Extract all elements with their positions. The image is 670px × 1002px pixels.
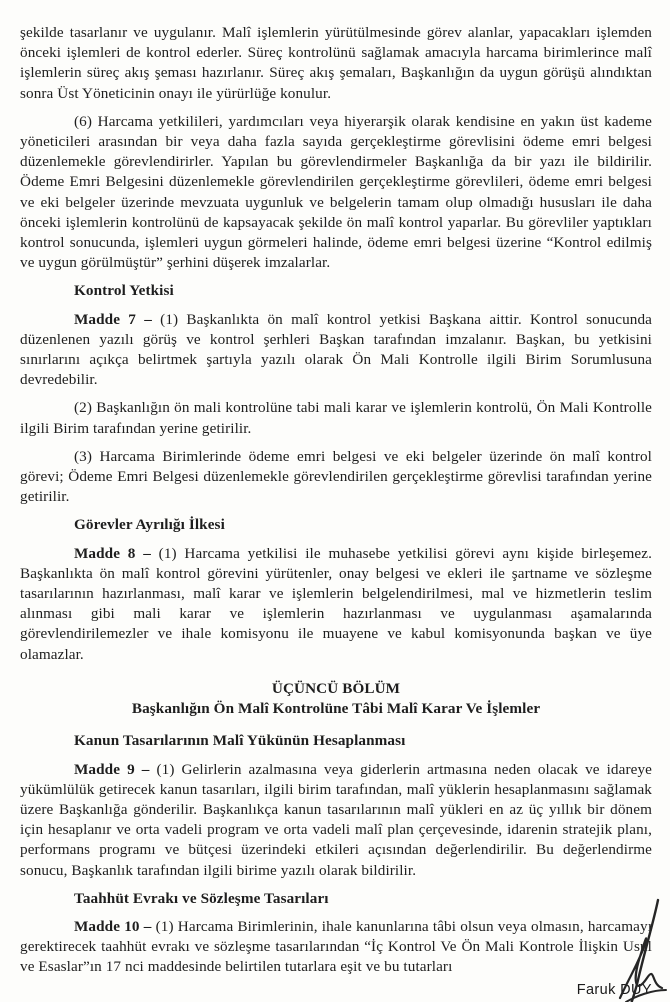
- section-title-line: Başkanlığın Ön Malî Kontrolüne Tâbi Malî Karar Ve İşlemler: [131, 700, 541, 718]
- document-body: [20, 23, 652, 986]
- paragraph-madde-8-1: Madde 8 – (1) Harcama yetkilisi ile muhasebe yetkilisi görevi aynı kişide birleşemez. Başkanlıkta ön malî kontrol görevini yürütenler, onay belgesi ve ekleri ile şartname ve sözleşme tasarılarının hazırlanması, malî karar ve işlemlerin belgelendirilmesi, mal ve hizmetlerin teslim alınması gibi mali karar ve işlemlerin hazırlanması ve uygulanması aşamalarında görevlendirilemezler ve ihale komisyonu ile muayene ve kabul komisyonunda başkan ve üye olamazlar.: [20, 544, 652, 663]
- paragraph-madde-10-1: Madde 10 – (1) Harcama Birimlerinin, ihale kanunlarına tâbi olsun veya olmasın, harcamayı gerektirecek taahhüt evrakı ve sözleşme tasarılarından “İç Kontrol Ve Ön Mali Kontrole İlişkin Usul ve Esaslar”ın 17 nci maddesinde belirtilen tutarlara eşit ve bu tutarları: [20, 917, 653, 976]
- heading-taahhut-evraki: Taahhüt Evrakı ve Sözleşme Tasarıları: [74, 889, 329, 907]
- madde-lead: Madde 10 –: [74, 917, 152, 935]
- paragraph-fikra-6: (6) Harcama yetkilileri, yardımcıları veya hiyerarşik olarak kendisine en yakın üst kademe yöneticileri arasından bir veya daha fazla sayıda gerçekleştirme görevlisini ödeme emri belgesi düzenlemekle görevlendirirler. Yapılan bu görevlendirmeler Başkanlığa da bir yazı ile bildirilir. Ödeme Emri Belgesini düzenlemekle görevlendirilen gerçekleştirme görevlileri, ödeme emri belgesi ve eki belgeler üzerinde mevzuata uygunluk ve belgelerin tamam olup olmadığı hususları ile daha önceki işlemlerin kontrolünü de kapsayacak şekilde ön malî kontrol yaparlar. Bu görevliler yaptıkları kontrol sonucunda, işlemleri uygun görmeleri halinde, ödeme emri belgesi üzerine “Kontrol edilmiş ve uygun görülmüştür” şerhini düşerek imzalarlar.: [20, 112, 652, 272]
- madde-lead: Madde 7 –: [74, 310, 152, 328]
- section-title-ucuncu-bolum: [20, 679, 652, 719]
- paragraph-madde-7-2: (2) Başkanlığın ön mali kontrolüne tabi mali karar ve işlemlerin kontrolü, Ön Mali Kontrolle ilgili Birim tarafından yerine getirilir.: [20, 399, 652, 437]
- heading-gorevler-ayriligi-ilkesi: Görevler Ayrılığı İlkesi: [74, 516, 225, 534]
- heading-kontrol-yetkisi: Kontrol Yetkisi: [74, 282, 174, 300]
- signature-scribble-icon: [612, 898, 670, 1002]
- paragraph-madde-9-1: Madde 9 – (1) Gelirlerin azalmasına veya giderlerin artmasına neden olacak ve idareye yükümlülük getirecek kanun tasarıları, ilgili birim tarafından, malî yüklerin hesaplanmasını sağlamak üzere Başkanlığa gönderilir. Başkanlıkça kanun tasarılarının malî yükleri en az üç yıllık bir dönem için hesaplanır ve orta vadeli program ve orta vadeli malî plan çerçevesinde, idarenin stratejik planı, performans programı ve bütçesi üzerindeki etkileri açısından değerlendirilir. Bu değerlendirme sonucu, Başkanlık tarafından ilgili birime yazılı olarak bildirilir.: [20, 760, 652, 879]
- paragraph-madde-7-3: (3) Harcama Birimlerinde ödeme emri belgesi ve eki belgeler üzerinde ön malî kontrol görevi; Ödeme Emri Belgesi düzenlemekle görevlendirilen gerçekleştirme görevlisi tarafından yerine getirilir.: [20, 447, 652, 506]
- signature-name: Faruk DUY: [576, 982, 652, 998]
- heading-kanun-tasarilari: Kanun Tasarılarının Malî Yükünün Hesaplanması: [74, 732, 406, 750]
- paragraph-madde-7-1: Madde 7 – (1) Başkanlıkta ön malî kontrol yetkisi Başkana aittir. Kontrol sonucunda düzenlenen yazılı görüş ve kontrol şerhleri Başkan tarafından imzalanır. Başkan, bu yetkisini sınırlarını açıkça belirtmek şartıyla yazılı olarak Ön Mali Kontrolle ilgili Birim Sorumlusuna devredebilir.: [20, 310, 652, 389]
- madde-lead: Madde 9 –: [74, 760, 150, 778]
- paragraph-madde6-continuation: şekilde tasarlanır ve uygulanır. Malî işlemlerin yürütülmesinde görev alanlar, yapacakları işlemden önceki işlemleri de kontrol ederler. Süreç kontrolünü sağlamak amacıyla harcama birimlerince malî işlemlerin süreç akış şeması hazırlanır. Süreç akış şemaları, Başkanlığın da uygun görüşü alındıktan sonra Üst Yöneticinin onayı ile yürürlüğe konulur.: [20, 24, 652, 102]
- signature-block: [516, 892, 666, 1002]
- section-title-line: ÜÇÜNCÜ BÖLÜM: [271, 679, 401, 697]
- madde-lead: Madde 8 –: [74, 544, 151, 562]
